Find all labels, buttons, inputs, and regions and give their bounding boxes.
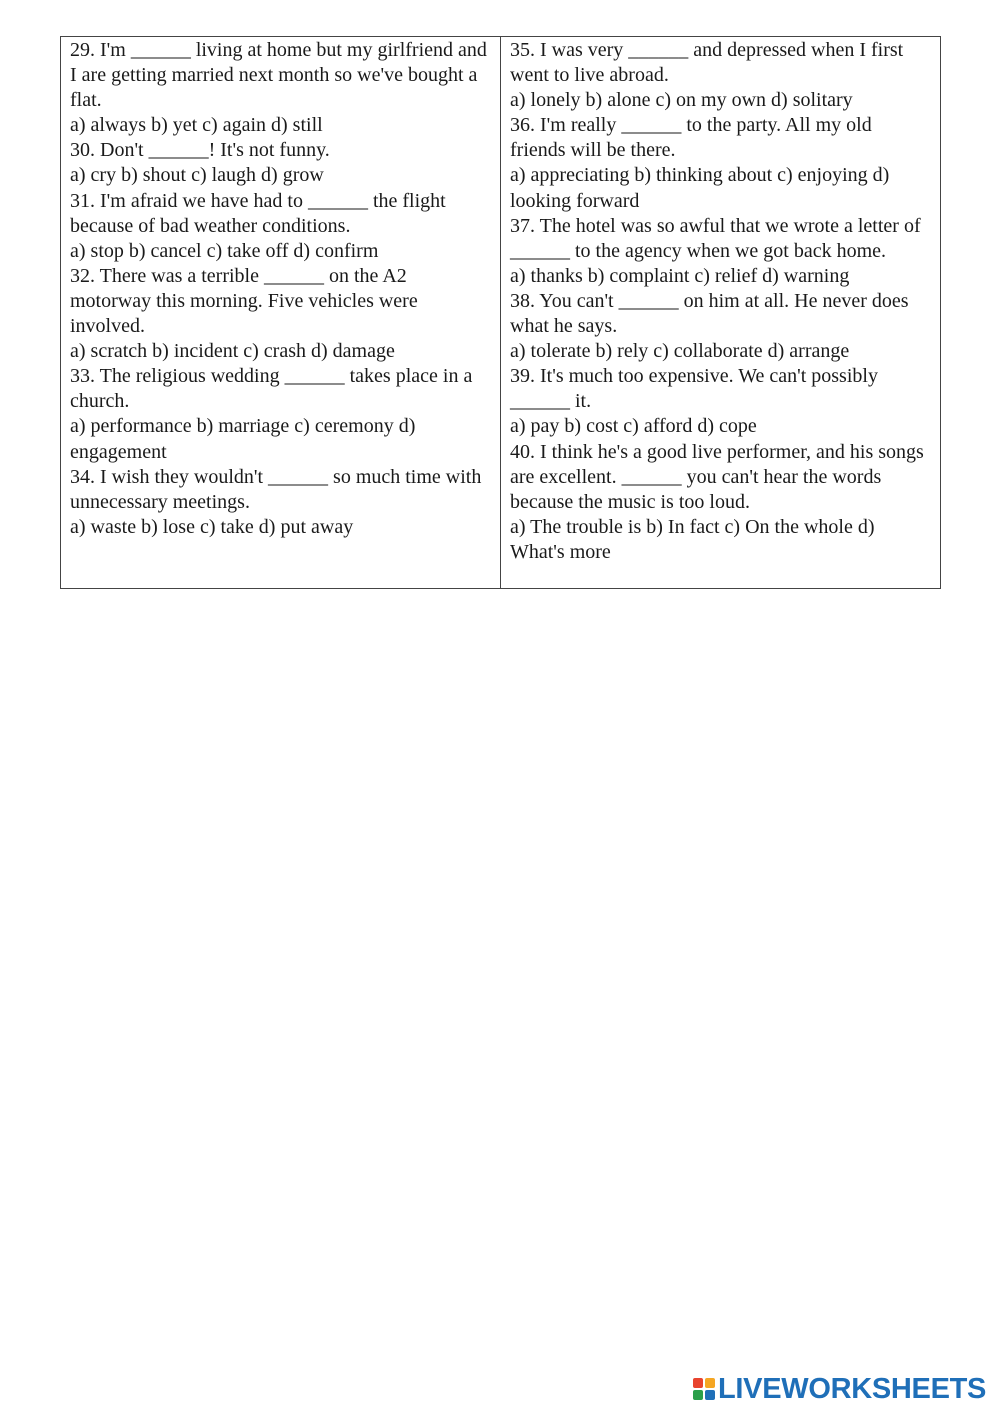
question-37 — [510, 214, 931, 289]
question-text: 31. I'm afraid we have had to ______ the flight because of bad weather conditions. — [70, 189, 446, 237]
question-text: 30. Don't ______! It's not funny. — [70, 139, 330, 162]
question-text: 38. You can't ______ on him at all. He never does what he says. — [510, 289, 909, 338]
answer-options: a) pay b) cost c) afford d) cope — [510, 415, 757, 438]
logo-square-green — [693, 1390, 703, 1400]
answer-options: a) lonely b) alone c) on my own d) solitary — [510, 89, 853, 112]
logo-square-blue — [705, 1390, 715, 1400]
answer-options: a) The trouble is b) In fact c) On the whole d) What's more — [510, 515, 875, 563]
question-text: 37. The hotel was so awful that we wrote a letter of ______ to the agency when we got back home. — [510, 214, 921, 262]
question-35 — [510, 38, 931, 113]
logo-square-red — [693, 1378, 703, 1388]
answer-options: a) performance b) marriage c) ceremony d) engagement — [70, 415, 416, 463]
answer-options: a) cry b) shout c) laugh d) grow — [70, 164, 324, 187]
answer-options: a) waste b) lose c) take d) put away — [70, 515, 354, 538]
question-text: 32. There was a terrible ______ on the A2 motorway this morning. Five vehicles were involved. — [70, 264, 418, 338]
question-39 — [510, 364, 931, 439]
left-column — [61, 37, 501, 589]
question-29 — [70, 38, 491, 138]
question-38 — [510, 289, 931, 364]
worksheet-table — [60, 36, 941, 589]
question-text: 34. I wish they wouldn't ______ so much time with unnecessary meetings. — [70, 465, 482, 513]
question-40 — [510, 440, 931, 565]
question-33 — [70, 364, 491, 464]
question-text: 35. I was very ______ and depressed when I first went to live abroad. — [510, 39, 904, 87]
question-32 — [70, 264, 491, 364]
question-34 — [70, 465, 491, 540]
right-column — [501, 37, 941, 589]
question-text: 33. The religious wedding ______ takes place in a church. — [70, 365, 473, 413]
answer-options: a) tolerate b) rely c) collaborate d) arrange — [510, 340, 850, 363]
answer-options: a) always b) yet c) again d) still — [70, 114, 323, 137]
question-31 — [70, 189, 491, 264]
liveworksheets-logo — [693, 1374, 993, 1404]
logo-text: LIVEWORKSHEETS — [718, 1373, 987, 1405]
question-text: 36. I'm really ______ to the party. All my old friends will be there. — [510, 114, 872, 162]
answer-options: a) appreciating b) thinking about c) enjoying d) looking forward — [510, 164, 890, 212]
answer-options: a) stop b) cancel c) take off d) confirm — [70, 239, 379, 262]
answer-options: a) scratch b) incident c) crash d) damage — [70, 340, 395, 363]
question-text: 39. It's much too expensive. We can't possibly ______ it. — [510, 365, 878, 413]
table-row — [61, 37, 941, 589]
question-36 — [510, 113, 931, 213]
question-text: 40. I think he's a good live performer, and his songs are excellent. ______ you can't hear the words because the music is too loud. — [510, 440, 924, 513]
liveworksheets-logo-icon — [693, 1378, 715, 1400]
question-text: 29. I'm ______ living at home but my girlfriend and I are getting married next month so we've bought a flat. — [70, 39, 487, 112]
question-30 — [70, 138, 491, 188]
logo-square-orange — [705, 1378, 715, 1388]
answer-options: a) thanks b) complaint c) relief d) warning — [510, 264, 850, 287]
